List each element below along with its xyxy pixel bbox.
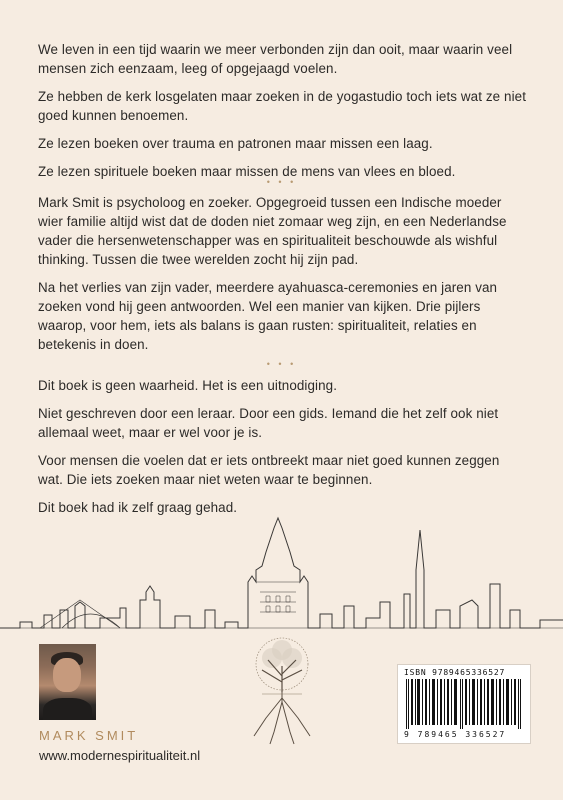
- invitation-paragraph: Niet geschreven door een leraar. Door een gids. Iemand die het zelf ook niet allemaal weet, maar er wel voor je is.: [38, 406, 499, 440]
- isbn-label: ISBN 9789465336527: [404, 668, 506, 677]
- author-photo: [39, 644, 96, 720]
- invitation-paragraph: Dit boek is geen waarheid. Het is een uitnodiging.: [38, 378, 338, 393]
- author-face: [53, 658, 81, 692]
- isbn-barcode: [397, 664, 531, 744]
- invitation-paragraph: Dit boek had ik zelf graag gehad.: [38, 500, 238, 515]
- intro-paragraph: Ze lezen spirituele boeken maar missen de mens van vlees en bloed.: [38, 164, 456, 179]
- intro-section: [38, 40, 528, 190]
- city-skyline-illustration: [0, 510, 563, 640]
- tree-of-life-illustration: [232, 636, 332, 746]
- author-website-link[interactable]: www.modernespiritualiteit.nl: [39, 748, 201, 763]
- author-name: MARK SMIT: [39, 728, 139, 743]
- bio-section: [38, 193, 528, 363]
- intro-paragraph: Ze hebben de kerk losgelaten maar zoeken in de yogastudio toch iets wat ze niet goed kunnen benoemen.: [38, 89, 527, 123]
- invitation-section: [38, 376, 528, 526]
- intro-paragraph: Ze lezen boeken over trauma en patronen maar missen een laag.: [38, 136, 433, 151]
- bio-paragraph: Mark Smit is psycholoog en zoeker. Opgegroeid tussen een Indische moeder wier familie altijd wist dat de doden niet zomaar weg zijn, en een Nederlandse vader die hersenwetenschapper was en spiritualiteit beschouwde als wishful thinking. Tussen die twee werelden zocht hij zijn pad.: [38, 195, 507, 267]
- barcode-bars: [404, 679, 524, 729]
- invitation-paragraph: Voor mensen die voelen dat er iets ontbreekt maar niet goed kunnen zeggen wat. Die iets zoeken maar niet weten waar te beginnen.: [38, 453, 500, 487]
- author-shirt: [43, 698, 92, 720]
- section-divider: • • •: [266, 359, 297, 369]
- isbn-digits: 9 789465 336527: [404, 730, 507, 739]
- bio-paragraph: Na het verlies van zijn vader, meerdere ayahuasca-ceremonies en jaren van zoeken vond hij geen antwoorden. Wel een manier van kijken. Drie pijlers waarop, voor hem, iets als balans is gaan rusten: spiritualiteit, relaties en betekenis in doen.: [38, 280, 498, 352]
- intro-paragraph: We leven in een tijd waarin we meer verbonden zijn dan ooit, maar waarin veel mensen zich eenzaam, leeg of opgejaagd voelen.: [38, 42, 513, 76]
- section-divider: • • •: [266, 177, 297, 187]
